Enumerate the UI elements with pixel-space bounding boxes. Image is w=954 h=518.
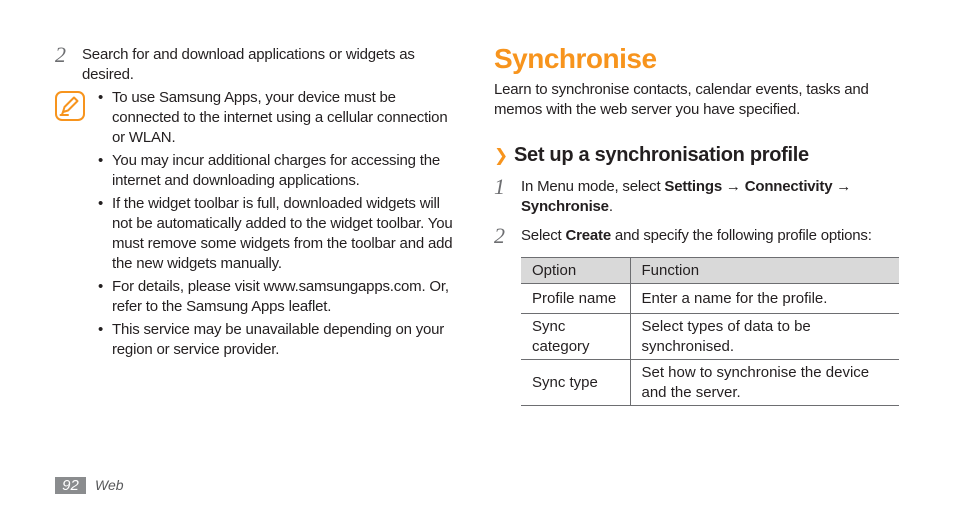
footer-section-label: Web bbox=[95, 477, 124, 493]
menu-path-synchronise: Synchronise bbox=[521, 198, 609, 215]
chevron-right-icon: ❯ bbox=[494, 146, 508, 165]
note-item: • This service may be unavailable depending on your region or service provider. bbox=[98, 320, 462, 360]
table-row bbox=[521, 314, 899, 360]
page-title: Synchronise bbox=[494, 43, 657, 74]
section-heading bbox=[494, 144, 809, 167]
table-cell: Enter a name for the profile. bbox=[630, 284, 899, 314]
arrow-separator: → bbox=[832, 178, 852, 195]
note-item: • If the widget toolbar is full, downloaded widgets will not be automatically added to the widget toolbar. You must remove some widgets from the toolbar and add the new widgets manually. bbox=[98, 194, 462, 274]
note-item: • You may incur additional charges for accessing the internet and downloading applications. bbox=[98, 151, 462, 191]
intro-text: Learn to synchronise contacts, calendar events, tasks and memos with the web server you have specified. bbox=[494, 81, 869, 118]
table-cell: Sync type bbox=[521, 360, 630, 406]
step-text-part: . bbox=[608, 198, 613, 215]
note-pencil-icon bbox=[55, 91, 85, 121]
notes-list bbox=[98, 88, 462, 363]
table-row bbox=[521, 284, 899, 314]
table-cell: Profile name bbox=[521, 284, 630, 314]
table-header-row bbox=[521, 258, 899, 284]
menu-path-settings: Settings bbox=[664, 178, 722, 195]
table-row bbox=[521, 360, 899, 406]
step-number: 2 bbox=[55, 42, 66, 67]
page-number: 92 bbox=[55, 477, 86, 494]
step-text-part: Select bbox=[521, 227, 566, 244]
table-header-cell: Option bbox=[521, 258, 630, 284]
step-text: Search for and download applications or widgets as desired. bbox=[82, 46, 415, 83]
table-header-cell: Function bbox=[630, 258, 899, 284]
step-number: 1 bbox=[494, 174, 505, 199]
table-cell: Sync category bbox=[521, 314, 630, 360]
step-text-part: In Menu mode, select bbox=[521, 178, 665, 195]
step-text bbox=[521, 226, 911, 246]
arrow-separator: → bbox=[721, 178, 745, 195]
note-item: • To use Samsung Apps, your device must be connected to the internet using a cellular connection or WLAN. bbox=[98, 88, 462, 148]
step-number: 2 bbox=[494, 223, 505, 248]
note-item: • For details, please visit www.samsungapps.com. Or, refer to the Samsung Apps leaflet. bbox=[98, 277, 462, 317]
section-heading-text: Set up a synchronisation profile bbox=[513, 144, 809, 166]
menu-path-connectivity: Connectivity bbox=[744, 178, 833, 195]
option-create: Create bbox=[565, 227, 611, 244]
table-cell: Set how to synchronise the device and the server. bbox=[630, 360, 899, 406]
step-text-part: and specify the following profile options: bbox=[610, 227, 872, 244]
table-cell: Select types of data to be synchronised. bbox=[630, 314, 899, 360]
step-text bbox=[521, 177, 901, 217]
options-table bbox=[521, 257, 899, 406]
